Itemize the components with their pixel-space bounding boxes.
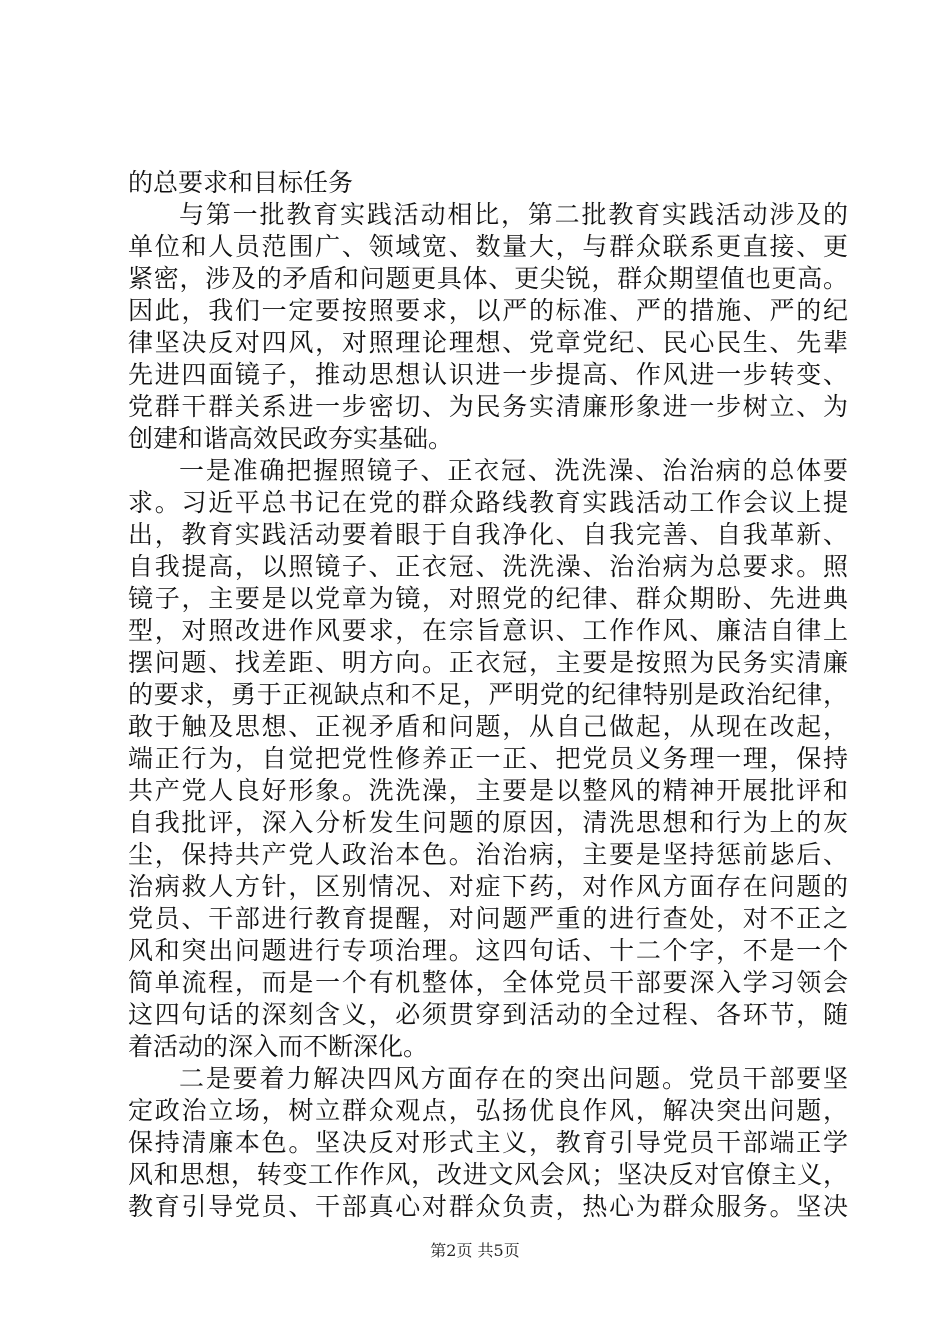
text-line: 着活动的深入而不断深化。 [128,1032,429,1061]
text-line: 紧密，涉及的矛盾和问题更具体、更尖锐，群众期望值也更高。 [128,264,848,293]
text-line: 求。习近平总书记在党的群众路线教育实践活动工作会议上提 [128,488,848,517]
text-line: 摆问题、找差距、明方向。正衣冠，主要是按照为民务实清廉 [128,648,848,677]
text-line: 共产党人良好形象。洗洗澡，主要是以整风的精神开展批评和 [128,776,848,805]
text-line: 保持清廉本色。坚决反对形式主义，教育引导党员干部端正学 [128,1128,848,1157]
text-line: 教育引导党员、干部真心对群众负责，热心为群众服务。坚决 [128,1192,848,1221]
text-line: 敢于触及思想、正视矛盾和问题，从自己做起，从现在改起， [128,712,848,741]
text-line: 党员、干部进行教育提醒，对问题严重的进行查处，对不正之 [128,904,848,933]
text-line: 这四句话的深刻含义，必须贯穿到活动的全过程、各环节，随 [128,1000,848,1029]
page-footer: 第2页 共5页 [430,1241,520,1260]
text-line: 一是准确把握照镜子、正衣冠、洗洗澡、治治病的总体要 [179,456,848,485]
text-line: 因此，我们一定要按照要求，以严的标准、严的措施、严的纪 [128,296,848,325]
text-line: 党群干群关系进一步密切、为民务实清廉形象进一步树立、为 [128,392,848,421]
text-line: 尘，保持共产党人政治本色。治治病，主要是坚持惩前毖后、 [128,840,848,869]
text-line: 自我提高，以照镜子、正衣冠、洗洗澡、治治病为总要求。照 [128,552,848,581]
text-line: 端正行为，自觉把党性修养正一正、把党员义务理一理，保持 [128,744,848,773]
text-line: 出，教育实践活动要着眼于自我净化、自我完善、自我革新、 [128,520,848,549]
text-line: 二是要着力解决四风方面存在的突出问题。党员干部要坚 [179,1064,848,1093]
text-line: 律坚决反对四风，对照理论理想、党章党纪、民心民生、先辈 [128,328,848,357]
text-line: 单位和人员范围广、领域宽、数量大，与群众联系更直接、更 [128,232,848,261]
text-line: 简单流程，而是一个有机整体，全体党员干部要深入学习领会 [128,968,848,997]
text-line: 风和突出问题进行专项治理。这四句话、十二个字，不是一个 [128,936,848,965]
text-line: 治病救人方针，区别情况、对症下药，对作风方面存在问题的 [128,872,848,901]
text-line: 型，对照改进作风要求，在宗旨意识、工作作风、廉洁自律上 [128,616,848,645]
text-line: 自我批评，深入分析发生问题的原因，清洗思想和行为上的灰 [128,808,848,837]
text-line: 先进四面镜子，推动思想认识进一步提高、作风进一步转变、 [128,360,848,389]
text-line: 定政治立场，树立群众观点，弘扬优良作风，解决突出问题， [128,1096,848,1125]
text-line: 的总要求和目标任务 [128,168,354,197]
document-body [128,167,848,1223]
text-line: 镜子，主要是以党章为镜，对照党的纪律、群众期盼、先进典 [128,584,848,613]
text-line: 的要求，勇于正视缺点和不足，严明党的纪律特别是政治纪律， [128,680,848,709]
text-line: 风和思想，转变工作作风，改进文风会风；坚决反对官僚主义， [128,1160,848,1189]
text-line: 创建和谐高效民政夯实基础。 [128,424,454,453]
text-line: 与第一批教育实践活动相比，第二批教育实践活动涉及的 [179,200,848,229]
